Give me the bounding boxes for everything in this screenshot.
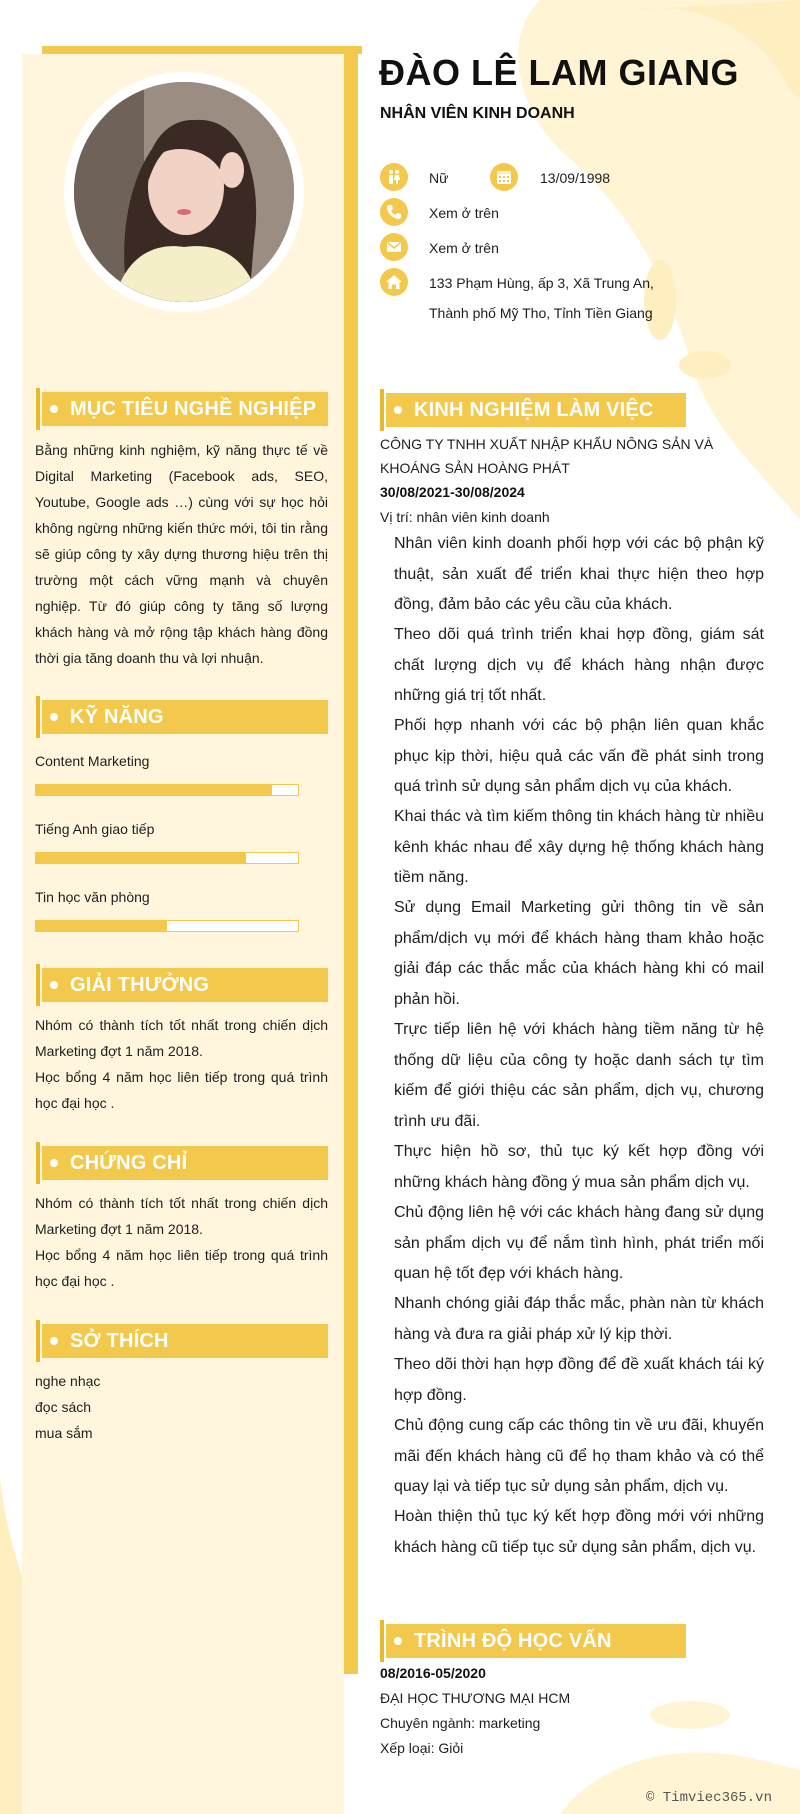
skill-bar-fill xyxy=(36,853,246,863)
skill-bar-fill xyxy=(36,785,272,795)
calendar-icon xyxy=(490,163,518,191)
skill-label: Content Marketing xyxy=(35,753,150,769)
certificates-header xyxy=(36,1146,328,1180)
duty-item: Chủ động liên hệ với các khách hàng đang sử dụng sản phẩm dịch vụ để nắm tình hình, phát triển mối quan hệ tốt đẹp với khách hàng. xyxy=(394,1204,764,1282)
education-title: TRÌNH ĐỘ HỌC VẤN xyxy=(414,1630,612,1652)
awards-title: GIẢI THƯỞNG xyxy=(70,974,210,996)
skill-bar xyxy=(35,852,299,864)
left-top-bar xyxy=(42,46,362,54)
awards-line: Nhóm có thành tích tốt nhất trong chiến dịch Marketing đợt 1 năm 2018. xyxy=(35,1017,328,1059)
phone-icon xyxy=(380,198,408,226)
certificates-title: CHỨNG CHỈ xyxy=(70,1152,188,1174)
address-line: 133 Phạm Hùng, ấp 3, Xã Trung An, xyxy=(429,275,654,291)
duty-item: Nhanh chóng giải đáp thắc mắc, phàn nàn từ khách hàng và đưa ra giải pháp xử lý kịp thời. xyxy=(394,1295,764,1343)
duty-item: Nhân viên kinh doanh phối hợp với các bộ phận kỹ thuật, sản xuất để triển khai thực hiện theo hợp đồng, đảm bảo các yêu cầu của khách. xyxy=(394,535,764,613)
skill-bar-fill xyxy=(36,921,167,931)
education-grade: Xếp loại: Giỏi xyxy=(380,1740,464,1756)
objective-text: Bằng những kinh nghiệm, kỹ năng thực tế về Digital Marketing (Facebook ads, SEO, Youtube, Google ads …) cùng với sự học hỏi không ngừng những kiến thức mới, tôi tin rằng sẽ giúp công ty xây dựng thương hiệu trên thị trường một cách vững mạnh và chuyên nghiệp. Từ đó giúp công ty tăng số lượng khách hàng và mở rộng tập khách hàng đồng thời gia tăng doanh thu và lợi nhuận. xyxy=(35,442,328,666)
hobby-item: mua sắm xyxy=(35,1425,93,1441)
duty-item: Sử dụng Email Marketing gửi thông tin về sản phẩm/dịch vụ mới để khách hàng tham khảo hoặc giải đáp các thắc mắc của khách hàng khi có mail phản hồi. xyxy=(394,899,764,1008)
address-line: Thành phố Mỹ Tho, Tỉnh Tiền Giang xyxy=(429,305,653,321)
hobby-item: nghe nhạc xyxy=(35,1373,101,1389)
gender-value: Nữ xyxy=(429,170,449,186)
experience-title: KINH NGHIỆM LÀM VIỆC xyxy=(414,399,654,421)
skill-label: Tin học văn phòng xyxy=(35,889,150,905)
left-column xyxy=(22,54,344,1814)
education-major: Chuyên ngành: marketing xyxy=(380,1715,541,1731)
duty-item: Theo dõi thời hạn hợp đồng để đề xuất khách tái ký hợp đồng. xyxy=(394,1356,764,1404)
skills-header xyxy=(36,700,328,734)
duty-item: Phối hợp nhanh với các bộ phận liên quan khắc phục kịp thời, hiệu quả các vấn đề phát sinh trong quá trình sử dụng sản phẩm dịch vụ của khách. xyxy=(394,717,764,795)
objective-title: MỤC TIÊU NGHỀ NGHIỆP xyxy=(70,398,317,420)
home-icon xyxy=(380,268,408,296)
email-value: Xem ở trên xyxy=(429,240,499,256)
left-side-bar-lower xyxy=(344,386,358,1674)
skill-label: Tiếng Anh giao tiếp xyxy=(35,821,155,837)
candidate-role: NHÂN VIÊN KINH DOANH xyxy=(380,105,575,122)
skill-bar xyxy=(35,784,299,796)
hobbies-header xyxy=(36,1324,328,1358)
footer-copyright: © Timviec365.vn xyxy=(645,1790,772,1806)
education-school: ĐẠI HỌC THƯƠNG MẠI HCM xyxy=(380,1690,571,1706)
skills-title: KỸ NĂNG xyxy=(70,706,164,728)
hobbies-title: SỞ THÍCH xyxy=(70,1330,169,1352)
hobby-item: đọc sách xyxy=(35,1399,92,1415)
left-side-bar xyxy=(344,46,358,386)
duty-item: Khai thác và tìm kiếm thông tin khách hàng từ nhiều kênh khác nhau để xây dựng hệ thống khách hàng tiềm năng. xyxy=(394,808,764,886)
email-icon xyxy=(380,233,408,261)
objective-header xyxy=(36,392,328,426)
duty-item: Trực tiếp liên hệ với khách hàng tiềm năng từ hệ thống dữ liệu của công ty hoặc danh sách tự tìm kiếm để giới thiệu các sản phẩm, dịch vụ, chương trình ưu đãi. xyxy=(394,1021,764,1130)
duty-item: Thực hiện hồ sơ, thủ tục ký kết hợp đồng với những khách hàng đồng ý mua sản phẩm dịch vụ. xyxy=(394,1143,764,1191)
skill-bar xyxy=(35,920,299,932)
certificates-line: Nhóm có thành tích tốt nhất trong chiến dịch Marketing đợt 1 năm 2018. xyxy=(35,1195,328,1237)
company-name: CÔNG TY TNHH XUẤT NHẬP KHẨU NÔNG SẢN VÀ KHOÁNG SẢN HOÀNG PHÁT xyxy=(380,436,714,476)
birthday-value: 13/09/1998 xyxy=(540,170,611,186)
experience-period: 30/08/2021-30/08/2024 xyxy=(380,484,525,500)
education-header xyxy=(380,1624,686,1658)
education-period: 08/2016-05/2020 xyxy=(380,1665,486,1681)
awards-header xyxy=(36,968,328,1002)
experience-header xyxy=(380,393,686,427)
duty-item: Theo dõi quá trình triển khai hợp đồng, giám sát chất lượng dịch vụ để khách hàng nhận được những giá trị tốt nhất. xyxy=(394,626,764,704)
gender-icon xyxy=(380,163,408,191)
awards-line: Học bổng 4 năm học liên tiếp trong quá trình học đại học . xyxy=(35,1069,328,1111)
phone-value: Xem ở trên xyxy=(429,205,499,221)
duty-item: Chủ động cung cấp các thông tin về ưu đãi, khuyến mãi đến khách hàng cũ để họ tham khảo và có thể quay lại và tiếp tục sử dụng sản phẩm, dịch vụ. xyxy=(394,1417,764,1495)
experience-position: Vị trí: nhân viên kinh doanh xyxy=(380,509,550,525)
candidate-name: ĐÀO LÊ LAM GIANG xyxy=(379,52,739,93)
avatar xyxy=(74,82,294,302)
certificates-line: Học bổng 4 năm học liên tiếp trong quá trình học đại học . xyxy=(35,1247,328,1289)
duty-item: Hoàn thiện thủ tục ký kết hợp đồng mới với những khách hàng cũ tiếp tục sử dụng sản phẩm, dịch vụ. xyxy=(394,1508,764,1556)
